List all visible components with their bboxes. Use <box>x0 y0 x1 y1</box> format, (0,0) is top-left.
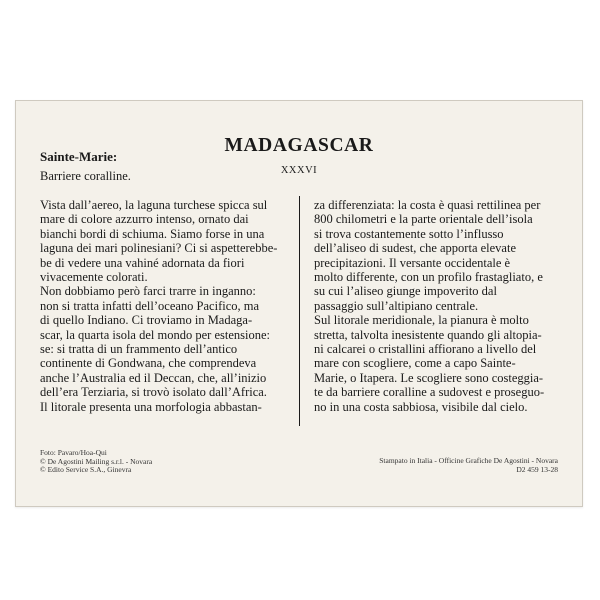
text-line: mare con scogliere, come a capo Sainte- <box>314 356 516 371</box>
text-line: mare di colore azzurro intenso, ornato dai <box>40 212 249 227</box>
subject-subtitle: Barriere coralline. <box>40 169 131 183</box>
text-line: su cui l’aliseo giunge impoverito dal <box>314 284 497 299</box>
page-title: MADAGASCAR <box>224 135 374 156</box>
copyright-line: © De Agostini Mailing s.r.l. - Novara <box>40 456 153 466</box>
right-text-column <box>314 198 564 414</box>
text-line: laguna dei mari polinesiani? Ci si aspetterebbe- <box>40 241 278 256</box>
column-divider <box>299 196 300 426</box>
text-line: 800 chilometri e la parte orientale dell’isola <box>314 212 533 227</box>
text-line: non si tratta infatti dell’oceano Pacifico, ma <box>40 298 260 313</box>
text-line: passaggio sull’altipiano centrale. <box>314 298 479 313</box>
left-text-column <box>40 198 290 414</box>
text-line: no in una costa sabbiosa, visibile dal cielo. <box>314 399 528 414</box>
text-line: be di vedere una vahiné adornata da fiori <box>40 255 245 270</box>
text-line: Il litorale presenta una morfologia abbastan- <box>40 399 262 414</box>
text-line: continente di Gondwana, che comprendeva <box>40 356 257 371</box>
text-line: molto differente, con un profilo frastagliato, e <box>314 270 543 285</box>
text-line: precipitazioni. Il versante occidentale è <box>314 255 511 270</box>
text-line: za differenziata: la costa è quasi rettilinea per <box>314 198 541 212</box>
photo-credit: Foto: Pavaro/Hoa-Qui <box>40 448 107 457</box>
text-line: dell’era Terziaria, si trovò isolato dall’Africa. <box>40 385 267 400</box>
text-line: si trova costantemente sotto l’influsso <box>314 226 504 241</box>
text-line: se: si tratta di un frammento dell’antico <box>40 342 238 357</box>
credits-footer <box>40 449 152 475</box>
text-line: dell’aliseo di sudest, che apporta elevate <box>314 241 517 256</box>
text-line: bianchi bordi di schiuma. Siamo forse in una <box>40 226 265 241</box>
text-line: ni calcarei o cristallini affiorano a livello del <box>314 342 537 357</box>
text-line: di quello Indiano. Ci troviamo in Madaga- <box>40 313 253 328</box>
printer-line: Stampato in Italia - Officine Grafiche De Agostini - Novara <box>379 456 558 465</box>
copyright-line: © Edito Service S.A., Ginevra <box>40 465 132 474</box>
postcard-back <box>15 100 583 507</box>
subject-heading: Sainte-Marie: <box>40 149 118 164</box>
text-line: te da barriere coralline a sudovest e proseguo- <box>314 385 545 400</box>
text-line: stretta, talvolta inesistente quando gli altopia- <box>314 327 542 342</box>
text-line: Non dobbiamo però farci trarre in inganno: <box>40 284 256 299</box>
text-line: Marie, o Itapera. Le scogliere sono costeggia- <box>314 370 544 385</box>
text-line: anche l’Australia ed il Deccan, che, all’inizio <box>40 370 267 385</box>
card-number: XXXVI <box>280 165 318 176</box>
text-line: scar, la quarta isola del mondo per estensione: <box>40 327 270 342</box>
text-line: vivacemente colorati. <box>40 270 148 285</box>
catalog-code: D2 459 13-28 <box>516 464 558 474</box>
printer-footer <box>379 457 558 474</box>
text-line: Sul litorale meridionale, la pianura è molto <box>314 313 529 328</box>
text-line: Vista dall’aereo, la laguna turchese spicca sul <box>40 198 268 212</box>
